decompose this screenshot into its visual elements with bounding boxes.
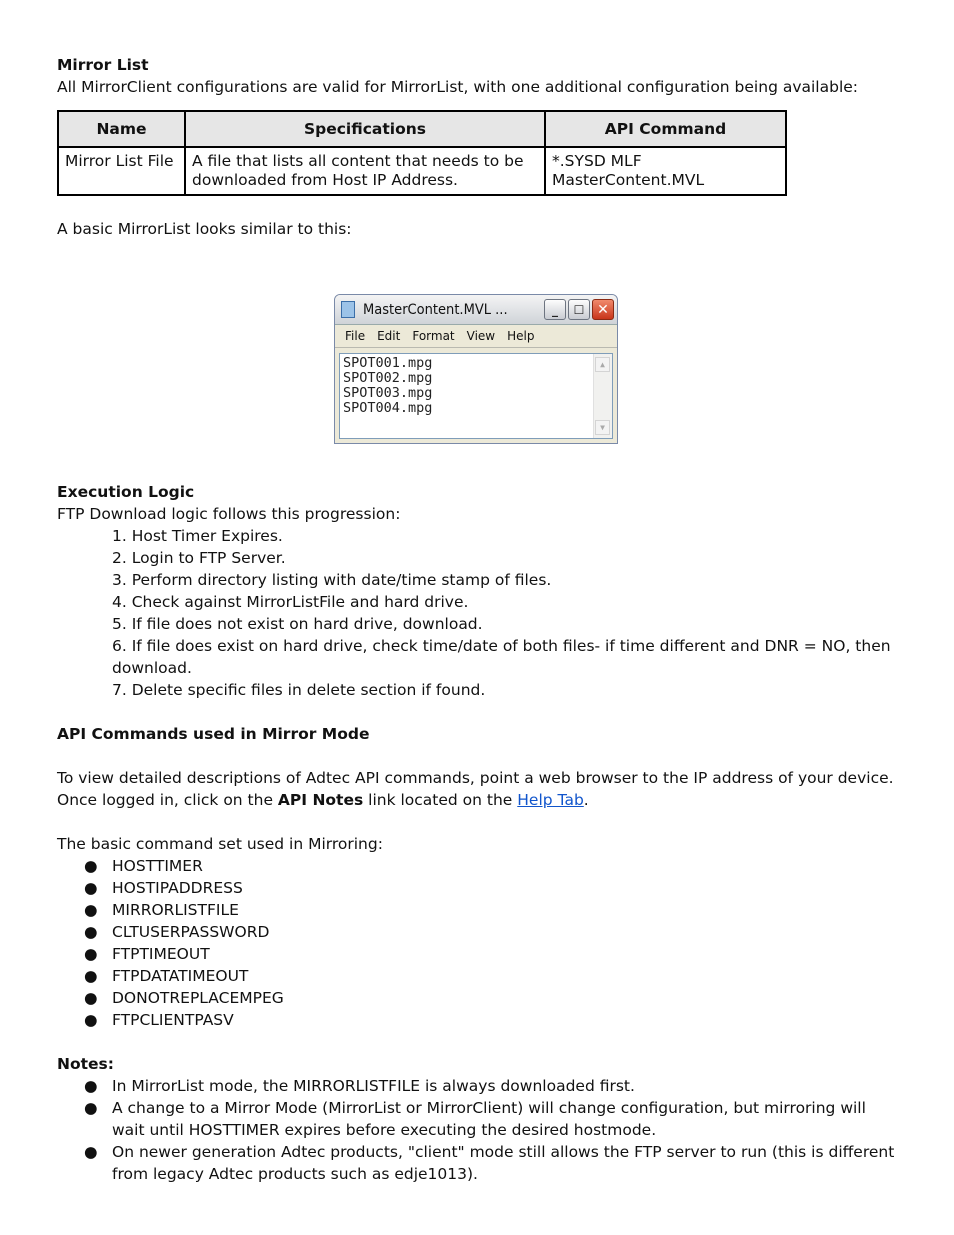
menu-edit: Edit: [377, 329, 401, 343]
command-set-intro: The basic command set used in Mirroring:: [57, 835, 383, 853]
minimize-button: _: [544, 299, 566, 320]
table-cell: Mirror List File: [58, 147, 185, 195]
list-item: ● On newer generation Adtec products, "client" mode still allows the FTP server to run (this is different from legacy Adtec products such as edje1013).: [84, 1143, 895, 1183]
api-description: [57, 767, 897, 811]
list-item: ● FTPDATATIMEOUT: [84, 967, 249, 985]
mirror-list-intro: All MirrorClient configurations are valid for MirrorList, with one additional configuration being available:: [57, 78, 859, 96]
notes-list: [57, 1075, 897, 1185]
list-item: 1. Host Timer Expires.: [112, 527, 283, 545]
table-cell: *.SYSD MLF MasterContent.MVL: [545, 147, 786, 195]
list-item: ● HOSTIPADDRESS: [84, 879, 243, 897]
list-item: ● CLTUSERPASSWORD: [84, 923, 270, 941]
notepad-text-area: [339, 353, 613, 439]
table-header: Name: [58, 111, 185, 147]
bullet-icon: ●: [84, 857, 98, 875]
mirror-list-heading: Mirror List: [57, 56, 149, 74]
notepad-menubar: [335, 325, 617, 348]
list-item: 7. Delete specific files in delete section if found.: [112, 681, 486, 699]
bullet-icon: ●: [84, 1099, 98, 1117]
list-item: ● FTPTIMEOUT: [84, 945, 210, 963]
scroll-up-icon: ▲: [595, 357, 610, 372]
bullet-icon: ●: [84, 923, 98, 941]
notepad-window-screenshot: [334, 294, 618, 444]
api-desc-text: To view detailed descriptions of Adtec API commands, point a web browser to the IP address of your device. Once logged in, click on the: [57, 769, 894, 809]
list-item: 3. Perform directory listing with date/time stamp of files.: [112, 571, 552, 589]
file-line: SPOT004.mpg: [343, 400, 433, 416]
list-item: ● A change to a Mirror Mode (MirrorList or MirrorClient) will change configuration, but mirroring will wait until HOSTTIMER expires before executing the desired hostmode.: [84, 1099, 866, 1139]
lower-content: [57, 481, 897, 1185]
bullet-icon: ●: [84, 1011, 98, 1029]
bullet-icon: ●: [84, 879, 98, 897]
file-line: SPOT001.mpg: [343, 355, 433, 371]
mirror-list-section: [57, 54, 897, 240]
list-item: 2. Login to FTP Server.: [112, 549, 286, 567]
bullet-icon: ●: [84, 945, 98, 963]
maximize-button: ☐: [568, 299, 590, 320]
table-header-row: [58, 111, 786, 147]
list-item: ● HOSTTIMER: [84, 857, 203, 875]
notepad-titlebar: [335, 295, 617, 325]
execution-steps: [57, 525, 897, 701]
bullet-icon: ●: [84, 989, 98, 1007]
menu-file: File: [345, 329, 366, 343]
menu-view: View: [466, 329, 496, 343]
list-item: ● In MirrorList mode, the MIRRORLISTFILE is always downloaded first.: [84, 1077, 635, 1095]
list-item: ● FTPCLIENTPASV: [84, 1011, 234, 1029]
menu-help: Help: [507, 329, 535, 343]
vertical-scrollbar: [593, 354, 612, 438]
table-header: Specifications: [185, 111, 545, 147]
help-tab-link[interactable]: Help Tab: [517, 791, 584, 809]
list-item: 5. If file does not exist on hard drive, download.: [112, 615, 483, 633]
bullet-icon: ●: [84, 901, 98, 919]
notepad-app-icon: [341, 301, 355, 318]
basic-mirrorlist-text: A basic MirrorList looks similar to this:: [57, 220, 352, 238]
table-row: [58, 147, 786, 195]
api-commands-heading: API Commands used in Mirror Mode: [57, 725, 370, 743]
bullet-icon: ●: [84, 967, 98, 985]
close-button: ✕: [592, 299, 614, 320]
api-desc-text: link located on the: [363, 791, 518, 809]
file-line: SPOT002.mpg: [343, 370, 433, 386]
menu-format: Format: [412, 329, 455, 343]
table-header: API Command: [545, 111, 786, 147]
list-item: ● DONOTREPLACEMPEG: [84, 989, 284, 1007]
bullet-icon: ●: [84, 1077, 98, 1095]
api-desc-text: .: [583, 791, 589, 809]
config-table: [57, 110, 787, 196]
bullet-icon: ●: [84, 1143, 98, 1161]
file-line: SPOT003.mpg: [343, 385, 433, 401]
scroll-down-icon: ▼: [595, 420, 610, 435]
table-cell: A file that lists all content that needs to be downloaded from Host IP Address.: [185, 147, 545, 195]
execution-logic-heading: Execution Logic: [57, 483, 195, 501]
list-item: 6. If file does exist on hard drive, check time/date of both files- if time different and DNR = NO, then download.: [112, 637, 891, 677]
notepad-title: MasterContent.MVL ...: [363, 301, 508, 318]
api-notes-bold: API Notes: [277, 791, 364, 809]
execution-intro: FTP Download logic follows this progression:: [57, 505, 401, 523]
list-item: ● MIRRORLISTFILE: [84, 901, 239, 919]
notes-heading: Notes:: [57, 1055, 114, 1073]
list-item: 4. Check against MirrorListFile and hard drive.: [112, 593, 469, 611]
command-list: [57, 855, 897, 1031]
